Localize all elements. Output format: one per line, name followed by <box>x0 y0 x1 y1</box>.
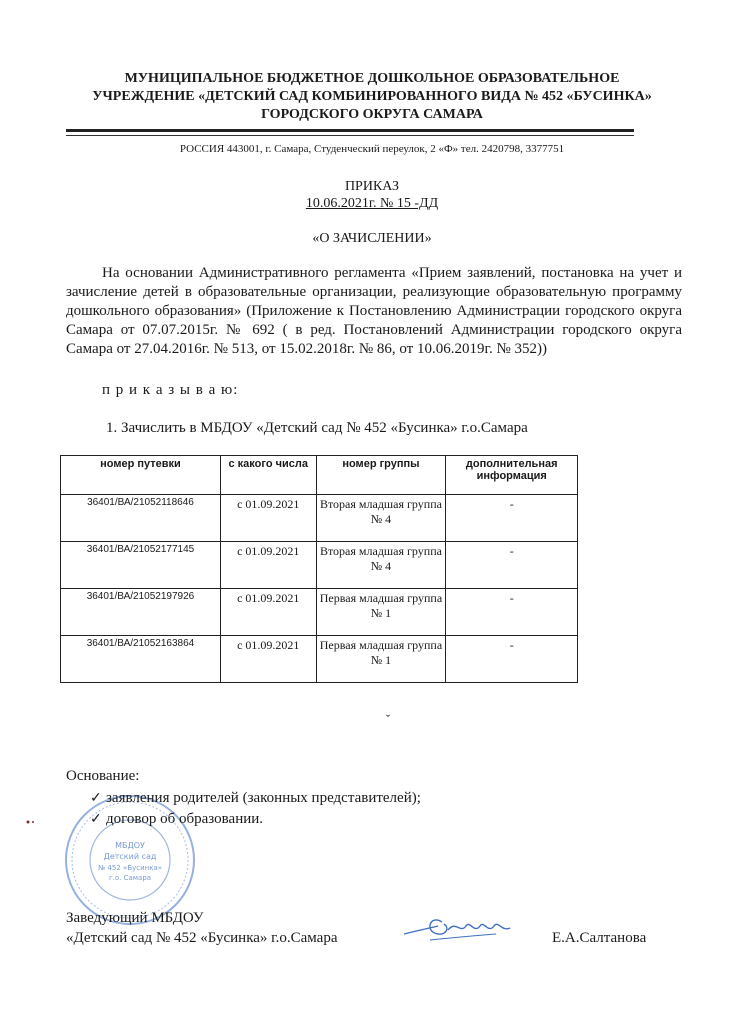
order-basis-paragraph: На основании Административного регламента «Прием заявлений, постановка на учет и зачисление детей в образовательные организации, реализующие образовательную программу дошкольного образования» (Приложение к Постановлению Администрации городского округа Самара от 07.07.2015г. № 692 ( в ред. Постановлений Администрации городского округа Самара от 27.04.2016г. № 513, от 15.02.2018г. № 86, от 10.06.2019г. № 352)) <box>66 265 682 357</box>
group-number: Первая младшая группа № 1 <box>316 636 446 683</box>
order-date-text: 10.06.2021г. № 15 -ДД <box>305 196 439 211</box>
scan-speck <box>26 820 36 824</box>
basis-label: Основание: <box>66 768 140 784</box>
signer-role-line-2: «Детский сад № 452 «Бусинка» г.о.Самара <box>66 930 338 946</box>
start-date: с 01.09.2021 <box>220 589 316 636</box>
header-divider-thick <box>66 129 634 132</box>
order-subject: «О ЗАЧИСЛЕНИИ» <box>312 231 432 246</box>
header-divider-thin <box>66 135 634 136</box>
stamp-line-1: МБДОУ <box>115 841 145 850</box>
org-name-line-3: ГОРОДСКОГО ОКРУГА САМАРА <box>261 107 483 122</box>
basis-item-text: заявления родителей (законных представителей); <box>106 790 421 806</box>
voucher-number: 36401/ВА/21052197926 <box>61 589 221 636</box>
stamp-line-3: № 452 «Бусинка» <box>97 864 163 872</box>
org-name-line-2: УЧРЕЖДЕНИЕ «ДЕТСКИЙ САД КОМБИНИРОВАННОГО ВИДА № 452 «БУСИНКА» <box>92 89 652 104</box>
stray-mark: ˇ <box>386 712 390 726</box>
signer-name: Е.А.Салтанова <box>552 930 647 946</box>
stamp-line-4: г.о. Самара <box>108 874 152 882</box>
header-start-date: с какого числа <box>220 456 316 495</box>
header-voucher-number: номер путевки <box>61 456 221 495</box>
handwritten-signature <box>400 904 520 948</box>
table-header-row <box>61 456 578 495</box>
order-item-1: 1. Зачислить в МБДОУ «Детский сад № 452 «Бусинка» г.о.Самара <box>106 420 528 436</box>
checkmark-icon: ✓ <box>90 791 102 806</box>
group-number: Вторая младшая группа № 4 <box>316 495 446 542</box>
org-name-line-1: МУНИЦИПАЛЬНОЕ БЮДЖЕТНОЕ ДОШКОЛЬНОЕ ОБРАЗОВАТЕЛЬНОЕ <box>124 71 620 86</box>
order-date-number <box>60 196 684 212</box>
start-date: с 01.09.2021 <box>220 495 316 542</box>
basis-item-text: договор об образовании. <box>106 811 264 827</box>
header-group-number: номер группы <box>316 456 446 495</box>
header-additional-info: дополнительная информация <box>446 456 578 495</box>
group-number: Первая младшая группа № 1 <box>316 589 446 636</box>
enrollment-table <box>60 455 578 683</box>
basis-item <box>90 790 421 807</box>
basis-item <box>90 811 263 828</box>
table-row <box>61 495 578 542</box>
order-command: п р и к а з ы в а ю: <box>102 382 239 398</box>
voucher-number: 36401/ВА/21052118646 <box>61 495 221 542</box>
checkmark-icon: ✓ <box>90 812 102 827</box>
start-date: с 01.09.2021 <box>220 636 316 683</box>
voucher-number: 36401/ВА/21052163864 <box>61 636 221 683</box>
organization-address: РОССИЯ 443001, г. Самара, Студенческий переулок, 2 «Ф» тел. 2420798, 3377751 <box>179 143 565 155</box>
group-number: Вторая младшая группа № 4 <box>316 542 446 589</box>
additional-info: - <box>446 495 578 542</box>
voucher-number: 36401/ВА/21052177145 <box>61 542 221 589</box>
organization-header <box>60 70 684 124</box>
order-title: ПРИКАЗ <box>344 179 400 194</box>
additional-info: - <box>446 636 578 683</box>
signer-role-line-1: Заведующий МБДОУ <box>66 910 204 926</box>
stamp-line-2: Детский сад <box>103 852 157 861</box>
table-row <box>61 636 578 683</box>
additional-info: - <box>446 542 578 589</box>
additional-info: - <box>446 589 578 636</box>
table-row <box>61 589 578 636</box>
table-row <box>61 542 578 589</box>
start-date: с 01.09.2021 <box>220 542 316 589</box>
